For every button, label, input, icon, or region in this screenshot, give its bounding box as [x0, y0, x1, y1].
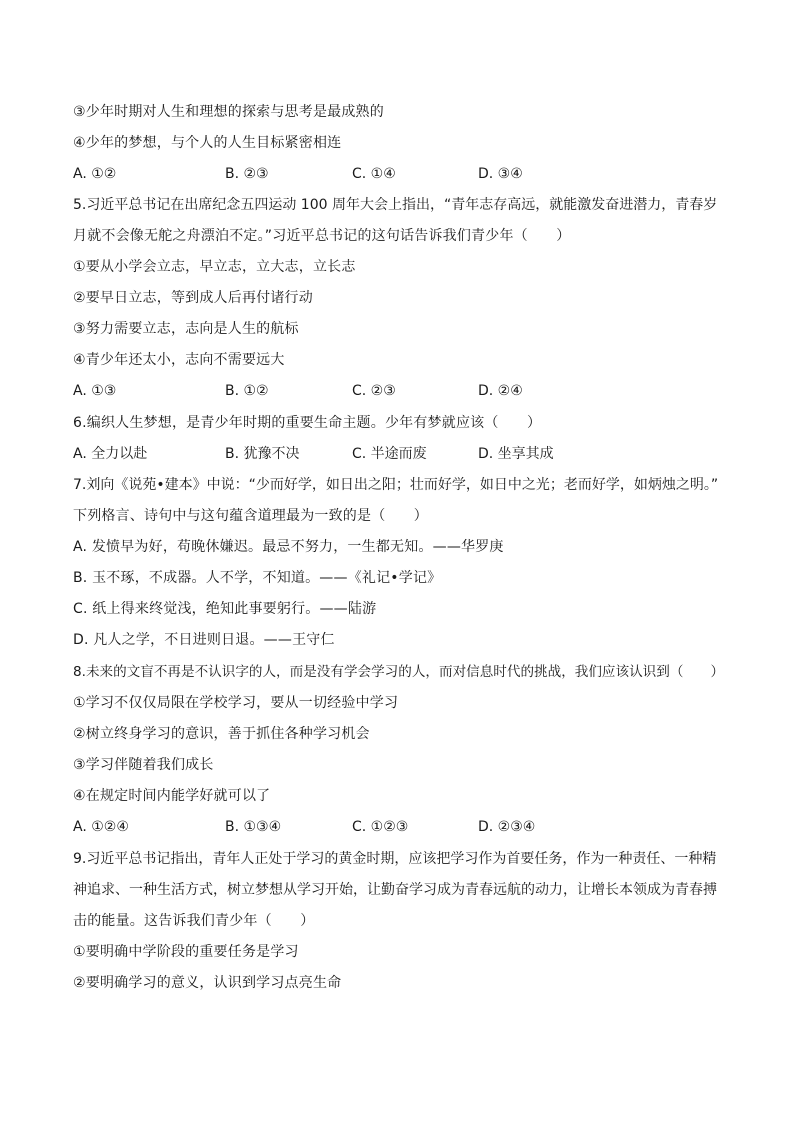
- q6-choice-d: D. 坐享其成: [478, 446, 554, 462]
- q9-stem-line-3: 击的能量。这告诉我们青少年（ ）: [73, 913, 315, 929]
- q5-choice-b: B. ①②: [225, 383, 269, 399]
- q5-statement-2: ②要早日立志，等到成人后再付诸行动: [73, 290, 313, 306]
- q8-choice-b: B. ①③④: [225, 819, 282, 835]
- q8-choices: [73, 817, 633, 837]
- q5-choice-c: C. ②③: [352, 383, 396, 399]
- q8-statement-3: ③学习伴随着我们成长: [73, 757, 214, 773]
- q6-choice-c: C. 半途而废: [352, 446, 427, 462]
- q7-choice-a: A. 发愤早为好，苟晚休嫌迟。最忌不努力，一生都无知。——华罗庚: [73, 539, 504, 555]
- q4-statement-4: ④少年的梦想，与个人的人生目标紧密相连: [73, 135, 342, 151]
- q4-choice-c: C. ①④: [352, 166, 396, 182]
- q5-statement-4: ④青少年还太小，志向不需要远大: [73, 352, 285, 368]
- q5-choices: [73, 381, 633, 401]
- q5-choice-d: D. ②④: [478, 383, 523, 399]
- q8-statement-1: ①学习不仅仅局限在学校学习，要从一切经验中学习: [73, 695, 399, 711]
- q8-statement-4: ④在规定时间内能学好就可以了: [73, 788, 271, 804]
- q7-choice-d: D. 凡人之学，不日进则日退。——王守仁: [73, 632, 335, 648]
- q8-statement-2: ②树立终身学习的意识，善于抓住各种学习机会: [73, 726, 370, 742]
- q7-choice-c: C. 纸上得来终觉浅，绝知此事要躬行。——陆游: [73, 601, 377, 617]
- q7-choice-b: B. 玉不琢，不成器。人不学，不知道。——《礼记•学记》: [73, 570, 442, 586]
- q5-choice-a: A. ①③: [73, 383, 117, 399]
- q4-choice-d: D. ③④: [478, 166, 523, 182]
- q6-stem: 6.编织人生梦想，是青少年时期的重要生命主题。少年有梦就应该（ ）: [73, 415, 542, 431]
- q7-stem-line-1: 7.刘向《说苑•建本》中说：“少而好学，如日出之阳；壮而好学，如日中之光；老而好学，如炳烛之明。”: [73, 477, 719, 493]
- q6-choice-a: A. 全力以赴: [73, 446, 148, 462]
- q5-statement-1: ①要从小学会立志，早立志，立大志，立长志: [73, 259, 356, 275]
- q7-stem-line-2: 下列格言、诗句中与这句蕴含道理最为一致的是（ ）: [73, 508, 428, 524]
- q4-choices: [73, 164, 633, 184]
- q4-choice-b: B. ②③: [225, 166, 269, 182]
- q9-stem-line-1: 9.习近平总书记指出，青年人正处于学习的黄金时期，应该把学习作为首要任务，作为一种责任、一种精: [73, 851, 717, 867]
- q6-choices: [73, 444, 633, 464]
- q4-statement-3: ③少年时期对人生和理想的探索与思考是最成熟的: [73, 104, 384, 120]
- q5-statement-3: ③努力需要立志，志向是人生的航标: [73, 321, 299, 337]
- q9-statement-2: ②要明确学习的意义，认识到学习点亮生命: [73, 975, 342, 991]
- q9-stem-line-2: 神追求、一种生活方式，树立梦想从学习开始，让勤奋学习成为青春远航的动力，让增长本领成为青春搏: [73, 882, 717, 898]
- q6-choice-b: B. 犹豫不决: [225, 446, 300, 462]
- q5-stem-line-2: 月就不会像无舵之舟漂泊不定。”习近平总书记的这句话告诉我们青少年（ ）: [73, 228, 571, 244]
- q8-choice-c: C. ①②③: [352, 819, 409, 835]
- q8-choice-d: D. ②③④: [478, 819, 536, 835]
- q8-stem: 8.未来的文盲不再是不认识字的人，而是没有学会学习的人，而对信息时代的挑战，我们应该认识到（ ）: [73, 664, 725, 680]
- q5-stem-line-1: 5.习近平总书记在出席纪念五四运动 100 周年大会上指出，“青年志存高远，就能激发奋进潜力，青春岁: [73, 197, 718, 213]
- q4-choice-a: A. ①②: [73, 166, 117, 182]
- q9-statement-1: ①要明确中学阶段的重要任务是学习: [73, 944, 299, 960]
- q8-choice-a: A. ①②④: [73, 819, 129, 835]
